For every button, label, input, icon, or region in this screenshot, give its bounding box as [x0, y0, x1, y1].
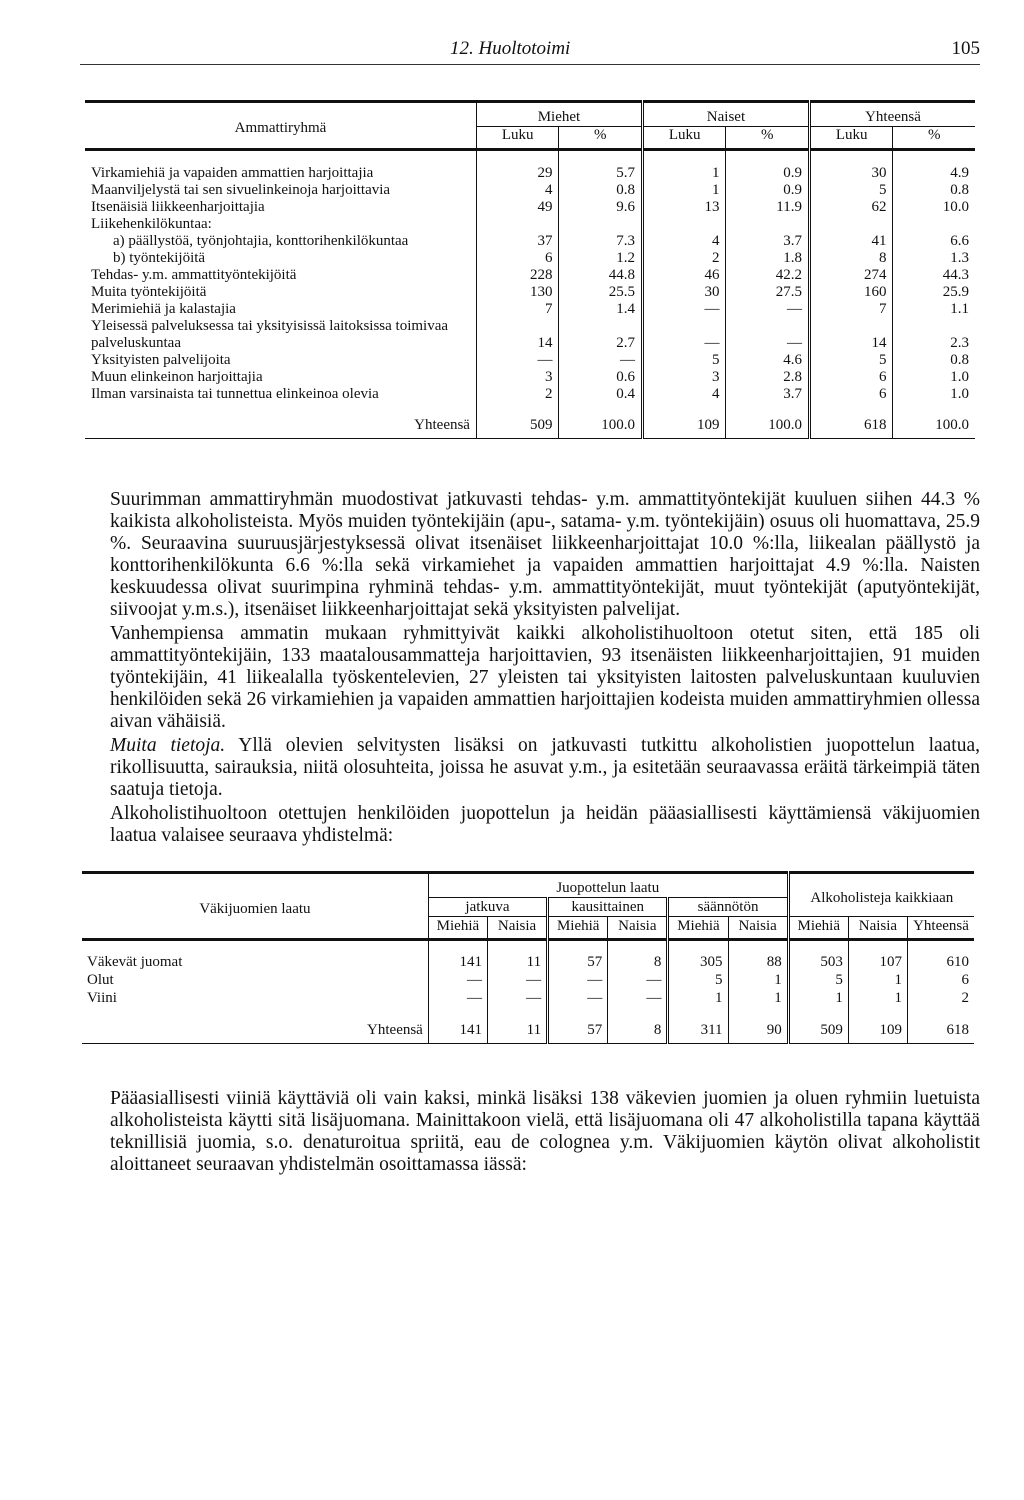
table-cell: 1 — [642, 150, 725, 183]
table-cell: 29 — [476, 150, 558, 183]
table-cell: 90 — [728, 1007, 788, 1044]
table-cell: 2.7 — [559, 318, 643, 352]
table-cell — [642, 216, 725, 233]
paragraph-lead: Muita tietoja. — [110, 735, 226, 756]
table-cell: 6 — [809, 369, 892, 386]
table-cell: 618 — [907, 1007, 974, 1044]
table-cell: 30 — [809, 150, 892, 183]
table-cell: 2 — [476, 386, 558, 403]
table-cell: 0.8 — [893, 182, 975, 199]
table-cell: — — [487, 971, 547, 989]
table-cell: 509 — [788, 1007, 848, 1044]
table-cell: 4.9 — [893, 150, 975, 183]
table-cell: 44.8 — [559, 267, 643, 284]
table-cell: 46 — [642, 267, 725, 284]
table-cell: 8 — [608, 940, 668, 972]
table-cell: 1 — [642, 182, 725, 199]
table-cell: 88 — [728, 940, 788, 972]
table-cell: 8 — [809, 250, 892, 267]
page-number: 105 — [951, 38, 980, 59]
table-row — [85, 216, 975, 233]
row-label: Olut — [87, 972, 114, 988]
col-header: Yhteensä — [907, 917, 974, 940]
col-header: Naisia — [487, 917, 547, 940]
col-label: Ammattiryhmä — [85, 102, 476, 150]
table-cell: 25.5 — [559, 284, 643, 301]
table-cell: 1 — [848, 989, 907, 1007]
table-cell: 13 — [642, 199, 725, 216]
table-cell: — — [487, 989, 547, 1007]
table-cell: 11 — [487, 940, 547, 972]
subcol-header: % — [726, 127, 810, 150]
table-cell — [726, 216, 810, 233]
table-cell: 44.3 — [893, 267, 975, 284]
table-cell: 7.3 — [559, 233, 643, 250]
subcol-header: Luku — [642, 127, 725, 150]
table-cell: — — [726, 301, 810, 318]
table-cell — [809, 216, 892, 233]
table-cell: 5 — [668, 971, 728, 989]
row-label: Maanviljelystä tai sen sivuelinkeinoja harjoittavia — [91, 182, 391, 198]
subgroup-header: säännötön — [668, 898, 788, 917]
row-label: Merimiehiä ja kalastajia — [91, 301, 236, 317]
table-cell: — — [608, 989, 668, 1007]
table-cell: 7 — [809, 301, 892, 318]
table-cell: — — [642, 318, 725, 352]
group-header: Naiset — [642, 102, 809, 127]
table-cell: 10.0 — [893, 199, 975, 216]
table-cell: 1 — [728, 971, 788, 989]
table-cell: 1.0 — [893, 369, 975, 386]
table-cell: 109 — [848, 1007, 907, 1044]
table-cell: 274 — [809, 267, 892, 284]
table-cell: 503 — [788, 940, 848, 972]
table-cell: 5.7 — [559, 150, 643, 183]
table-cell: 5 — [809, 182, 892, 199]
table-cell: 3 — [476, 369, 558, 386]
table-cell: 1.3 — [893, 250, 975, 267]
row-label: Yksityisten palvelijoita — [91, 352, 231, 368]
page-header — [80, 38, 980, 60]
table-cell: — — [428, 989, 487, 1007]
table-row — [85, 150, 975, 183]
table-row — [85, 301, 975, 318]
row-label: Viini — [87, 990, 117, 1006]
row-label: Väkevät juomat — [87, 954, 183, 970]
table-row — [85, 250, 975, 267]
table-cell: — — [608, 971, 668, 989]
col-label: Väkijuomien laatu — [82, 873, 428, 940]
table-cell: 1.8 — [726, 250, 810, 267]
table-cell: 1.0 — [893, 386, 975, 403]
table-cell: 1 — [728, 989, 788, 1007]
table-cell: 509 — [476, 403, 558, 439]
table-cell: 228 — [476, 267, 558, 284]
table-cell: 1 — [668, 989, 728, 1007]
table-cell: 160 — [809, 284, 892, 301]
table-cell: — — [428, 971, 487, 989]
subgroup-header: kausittainen — [548, 898, 668, 917]
row-label: Muun elinkeinon harjoittajia — [91, 369, 263, 385]
table-cell: 57 — [548, 940, 608, 972]
table-cell: 62 — [809, 199, 892, 216]
table-cell: 100.0 — [559, 403, 643, 439]
table-cell: 5 — [788, 971, 848, 989]
subcol-header: Luku — [476, 127, 558, 150]
table-cell: 6.6 — [893, 233, 975, 250]
row-label: Yhteensä — [85, 403, 476, 439]
running-title: 12. Huoltotoimi — [450, 38, 571, 59]
table-total-row — [82, 1007, 974, 1044]
col-header: Miehiä — [548, 917, 608, 940]
table-cell: 3 — [642, 369, 725, 386]
table-cell: 25.9 — [893, 284, 975, 301]
table-cell: 4.6 — [726, 352, 810, 369]
table-cell: 4 — [642, 386, 725, 403]
table-cell: 1 — [788, 989, 848, 1007]
subcol-header: % — [893, 127, 975, 150]
subcol-header: Luku — [809, 127, 892, 150]
row-label: Itsenäisiä liikkeenharjoittajia — [91, 199, 265, 215]
table-cell: 6 — [809, 386, 892, 403]
table-row — [85, 369, 975, 386]
table-cell: 0.9 — [726, 150, 810, 183]
table-row — [85, 318, 975, 352]
table-cell: 0.6 — [559, 369, 643, 386]
table-cell: 2.8 — [726, 369, 810, 386]
table-row — [82, 940, 974, 972]
row-label: a) päällystöä, työnjohtajia, konttorihenkilökuntaa — [113, 233, 409, 249]
row-label: Virkamiehiä ja vapaiden ammattien harjoittajia — [91, 165, 374, 181]
col-header: Miehiä — [788, 917, 848, 940]
table-row — [85, 386, 975, 403]
table-row — [82, 989, 974, 1007]
table-cell: 107 — [848, 940, 907, 972]
table-cell: — — [726, 318, 810, 352]
paragraph-text: Yllä olevien selvitysten lisäksi on jatkuvasti tutkittu alkoholistien juopottelun laatua, rikollisuutta, sairauksia, niitä olosuhteita, joissa he asuvat y.m., ja esitetään seuraavassa eräitä tärkeimpiä täten saatuja tietoja. — [110, 735, 980, 800]
table-row — [85, 284, 975, 301]
table-cell: 37 — [476, 233, 558, 250]
table-row — [85, 233, 975, 250]
paragraph: Pääasiallisesti viiniä käyttäviä oli vain kaksi, minkä lisäksi 138 väkevien juomien ja oluen ryhmiin luetuista alkoholisteista käytti sitä lisäjuomana. Mainittakoon vielä, että lisäjuomana oli 47 alkoholistilla tapana käyttää teknillisiä juomia, s.o. denaturoitua spriitä, eau de colognea y.m. Väkijuomien käytön olivat alkoholistit aloittaneet seuraavan yhdistelmän osoittamassa iässä: — [110, 1088, 980, 1175]
table-cell: — — [548, 989, 608, 1007]
table-cell — [559, 216, 643, 233]
table-cell: 305 — [668, 940, 728, 972]
table-cell — [893, 216, 975, 233]
table-cell: 14 — [476, 318, 558, 352]
group-header: Miehet — [476, 102, 642, 127]
table-cell: 2.3 — [893, 318, 975, 352]
paragraph: Alkoholistihuoltoon otettujen henkilöiden juopottelun ja heidän pääasiallisesti käyttämiensä väkijuomien laatua valaisee seuraava yhdistelmä: — [110, 803, 980, 846]
table-cell: 100.0 — [726, 403, 810, 439]
col-header: Miehiä — [668, 917, 728, 940]
table-cell: — — [476, 352, 558, 369]
occupation-table — [85, 100, 975, 439]
group-header: Yhteensä — [809, 102, 975, 127]
table-cell — [476, 216, 558, 233]
table-cell: 100.0 — [893, 403, 975, 439]
row-label: Yhteensä — [82, 1007, 428, 1044]
table-cell: 5 — [809, 352, 892, 369]
table-cell: 311 — [668, 1007, 728, 1044]
table-cell: 1.4 — [559, 301, 643, 318]
table-cell: 49 — [476, 199, 558, 216]
table-cell: 0.4 — [559, 386, 643, 403]
table-cell: 109 — [642, 403, 725, 439]
table-cell: 5 — [642, 352, 725, 369]
table-cell: 141 — [428, 1007, 487, 1044]
beverage-table — [82, 871, 974, 1044]
table-cell: — — [548, 971, 608, 989]
group-header: Juopottelun laatu — [428, 873, 788, 898]
table-row — [85, 182, 975, 199]
table-row — [85, 199, 975, 216]
table-cell: 1 — [848, 971, 907, 989]
table-cell: 30 — [642, 284, 725, 301]
table-cell: 6 — [907, 971, 974, 989]
row-label: Liikehenkilökuntaa: — [91, 216, 212, 232]
table-cell: 0.8 — [893, 352, 975, 369]
table-cell: 41 — [809, 233, 892, 250]
paragraph: Vanhempiensa ammatin mukaan ryhmittyivät kaikki alkoholistihuoltoon otetut siten, että 185 oli ammattityöntekijäin, 133 maatalousammatteja harjoittavien, 93 itsenäisten liikkeenharjoittajien, 91 muiden työntekijäin, 41 liikealalla työskentelevien, 27 yleisten tai yksityisten laitosten palveluskuntaan kuuluvien henkilöiden sekä 26 virkamiehien ja vapaiden ammattien harjoittajien kodeista muiden ammattiryhmien ollessa aivan vähäisiä. — [110, 623, 980, 732]
table-cell: 3.7 — [726, 233, 810, 250]
table-cell: — — [642, 301, 725, 318]
paragraph — [110, 735, 980, 801]
table-cell: 130 — [476, 284, 558, 301]
table-cell: — — [559, 352, 643, 369]
table-cell: 2 — [642, 250, 725, 267]
row-label: Ilman varsinaista tai tunnettua elinkeinoa olevia — [91, 386, 379, 402]
paragraph: Suurimman ammattiryhmän muodostivat jatkuvasti tehdas- y.m. ammattityöntekijät kuuluen siihen 44.3 % kaikista alkoholisteista. Myös muiden työntekijäin (apu-, satama- y.m. työntekijäin) osuus oli huomattava, 25.9 %. Seuraavina suuruusjärjestyksessä olivat itsenäiset liikkeenharjoittajat 10.0 %:lla, liikealan päällystö ja konttorihenkilökunta 6.6 %:lla sekä virkamiehet ja vapaiden ammattien harjoittajat 4.9 %:lla. Naisten keskuudessa olivat suurimpina ryhminä tehdas- y.m. ammattityöntekijät, muut työntekijät (aputyöntekijät, siivoojat y.m.s.), itsenäiset liikkeenharjoittajat sekä yksityisten palvelijat. — [110, 489, 980, 620]
table-cell: 9.6 — [559, 199, 643, 216]
row-label: b) työntekijöitä — [113, 250, 206, 266]
table-cell: 42.2 — [726, 267, 810, 284]
table-cell: 610 — [907, 940, 974, 972]
table-cell: 618 — [809, 403, 892, 439]
row-label: Tehdas- y.m. ammattityöntekijöitä — [91, 267, 297, 283]
col-header: Miehiä — [428, 917, 487, 940]
subgroup-header: jatkuva — [428, 898, 547, 917]
table-cell: 0.8 — [559, 182, 643, 199]
table-cell: 11.9 — [726, 199, 810, 216]
table-cell: 1.2 — [559, 250, 643, 267]
table-cell: 11 — [487, 1007, 547, 1044]
group-header: Alkoholisteja kaikkiaan — [788, 873, 974, 917]
table-row — [85, 267, 975, 284]
table-cell: 0.9 — [726, 182, 810, 199]
col-header: Naisia — [608, 917, 668, 940]
table-cell: 27.5 — [726, 284, 810, 301]
table-cell: 57 — [548, 1007, 608, 1044]
subcol-header: % — [559, 127, 643, 150]
table-cell: 8 — [608, 1007, 668, 1044]
table-cell: 141 — [428, 940, 487, 972]
row-label: Yleisessä palveluksessa tai yksityisissä laitoksissa toimivaa palveluskuntaa — [91, 318, 449, 351]
table-row — [85, 352, 975, 369]
table-cell: 6 — [476, 250, 558, 267]
table-cell: 14 — [809, 318, 892, 352]
table-total-row — [85, 403, 975, 439]
row-label: Muita työntekijöitä — [91, 284, 207, 300]
table-cell: 3.7 — [726, 386, 810, 403]
table-cell: 4 — [476, 182, 558, 199]
table-cell: 4 — [642, 233, 725, 250]
col-header: Naisia — [848, 917, 907, 940]
table-cell: 1.1 — [893, 301, 975, 318]
table-cell: 7 — [476, 301, 558, 318]
table-row — [82, 971, 974, 989]
header-rule — [80, 64, 980, 65]
table-cell: 2 — [907, 989, 974, 1007]
col-header: Naisia — [728, 917, 788, 940]
